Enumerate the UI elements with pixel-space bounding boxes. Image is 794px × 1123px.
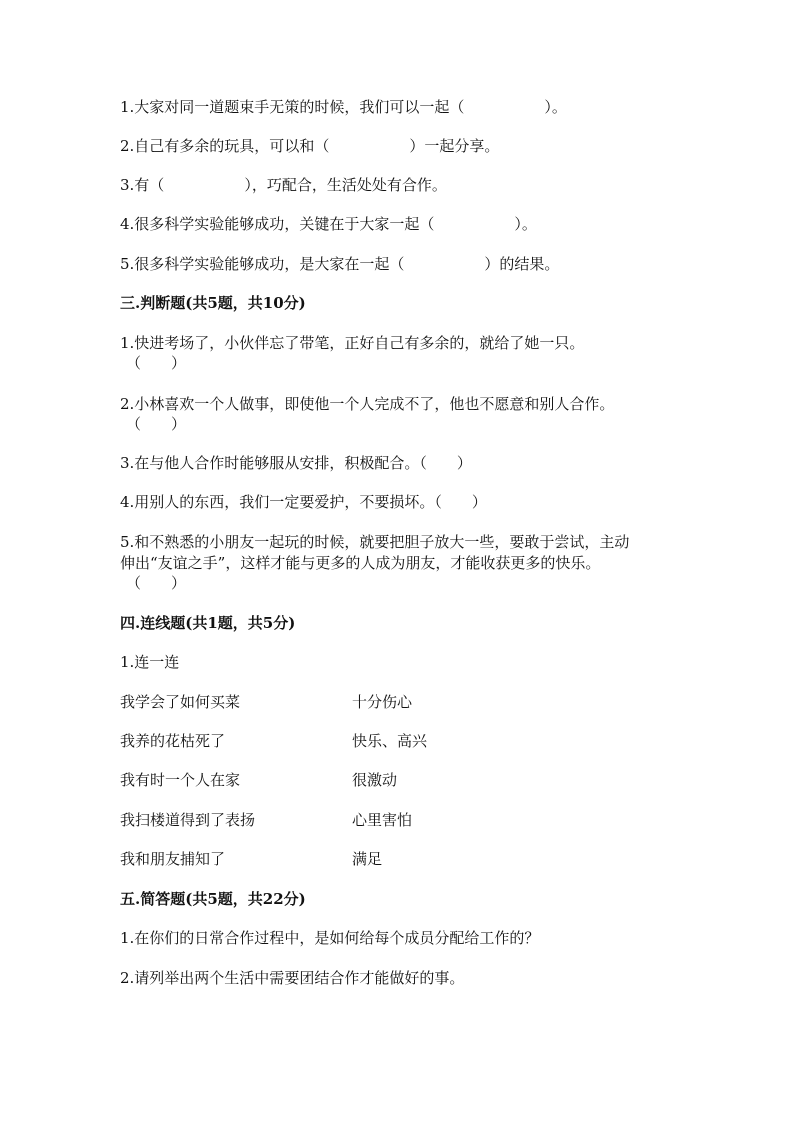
matching-question: 1.连一连 bbox=[120, 653, 180, 671]
short-answer-item-1: 1.在你们的日常合作过程中，是如何给每个成员分配给工作的？ bbox=[120, 929, 540, 947]
judgement-item-3: 3.在与他人合作时能够服从安排，积极配合。（ ） bbox=[120, 454, 472, 472]
judgement-item-1: 1.快进考场了，小伙伴忘了带笔，正好自己有多余的，就给了她一只。 bbox=[120, 334, 585, 352]
section-heading-short-answer: 五.简答题(共5题，共22分) bbox=[120, 890, 306, 908]
fill-blank-5: 5.很多科学实验能够成功，是大家在一起（ ）的结果。 bbox=[120, 255, 560, 273]
match-right-item[interactable]: 满足 bbox=[352, 850, 383, 868]
match-left-item[interactable]: 我学会了如何买菜 bbox=[120, 693, 241, 711]
judgement-item-5-cont: 伸出“友谊之手”，这样才能与更多的人成为朋友，才能收获更多的快乐。 bbox=[120, 554, 601, 572]
match-right-item[interactable]: 很激动 bbox=[352, 771, 398, 789]
judgement-item-5: 5.和不熟悉的小朋友一起玩的时候，就要把胆子放大一些，要敢于尝试，主动 bbox=[120, 533, 630, 551]
judgement-item-2: 2.小林喜欢一个人做事，即使他一个人完成不了，他也不愿意和别人合作。 bbox=[120, 395, 615, 413]
fill-blank-4: 4.很多科学实验能够成功，关键在于大家一起（ ）。 bbox=[120, 215, 537, 233]
judgement-bracket-5[interactable]: （ ） bbox=[126, 574, 187, 592]
match-left-item[interactable]: 我和朋友捕知了 bbox=[120, 850, 226, 868]
short-answer-item-2: 2.请列举出两个生活中需要团结合作才能做好的事。 bbox=[120, 969, 465, 987]
match-left-item[interactable]: 我养的花枯死了 bbox=[120, 732, 226, 750]
match-right-item[interactable]: 快乐、高兴 bbox=[352, 732, 428, 750]
fill-blank-3: 3.有（ ），巧配合，生活处处有合作。 bbox=[120, 176, 447, 194]
match-left-item[interactable]: 我扫楼道得到了表扬 bbox=[120, 811, 256, 829]
match-right-item[interactable]: 心里害怕 bbox=[352, 811, 413, 829]
section-heading-matching: 四.连线题(共1题，共5分) bbox=[120, 614, 296, 632]
section-heading-judgement: 三.判断题(共5题，共10分) bbox=[120, 294, 306, 312]
judgement-bracket-2[interactable]: （ ） bbox=[126, 415, 187, 433]
fill-blank-1: 1.大家对同一道题束手无策的时候，我们可以一起（ ）。 bbox=[120, 98, 567, 116]
match-right-item[interactable]: 十分伤心 bbox=[352, 693, 413, 711]
judgement-bracket-1[interactable]: （ ） bbox=[126, 354, 187, 372]
fill-blank-2: 2.自己有多余的玩具，可以和（ ）一起分享。 bbox=[120, 137, 500, 155]
judgement-item-4: 4.用别人的东西，我们一定要爱护，不要损坏。（ ） bbox=[120, 493, 487, 511]
match-left-item[interactable]: 我有时一个人在家 bbox=[120, 771, 241, 789]
